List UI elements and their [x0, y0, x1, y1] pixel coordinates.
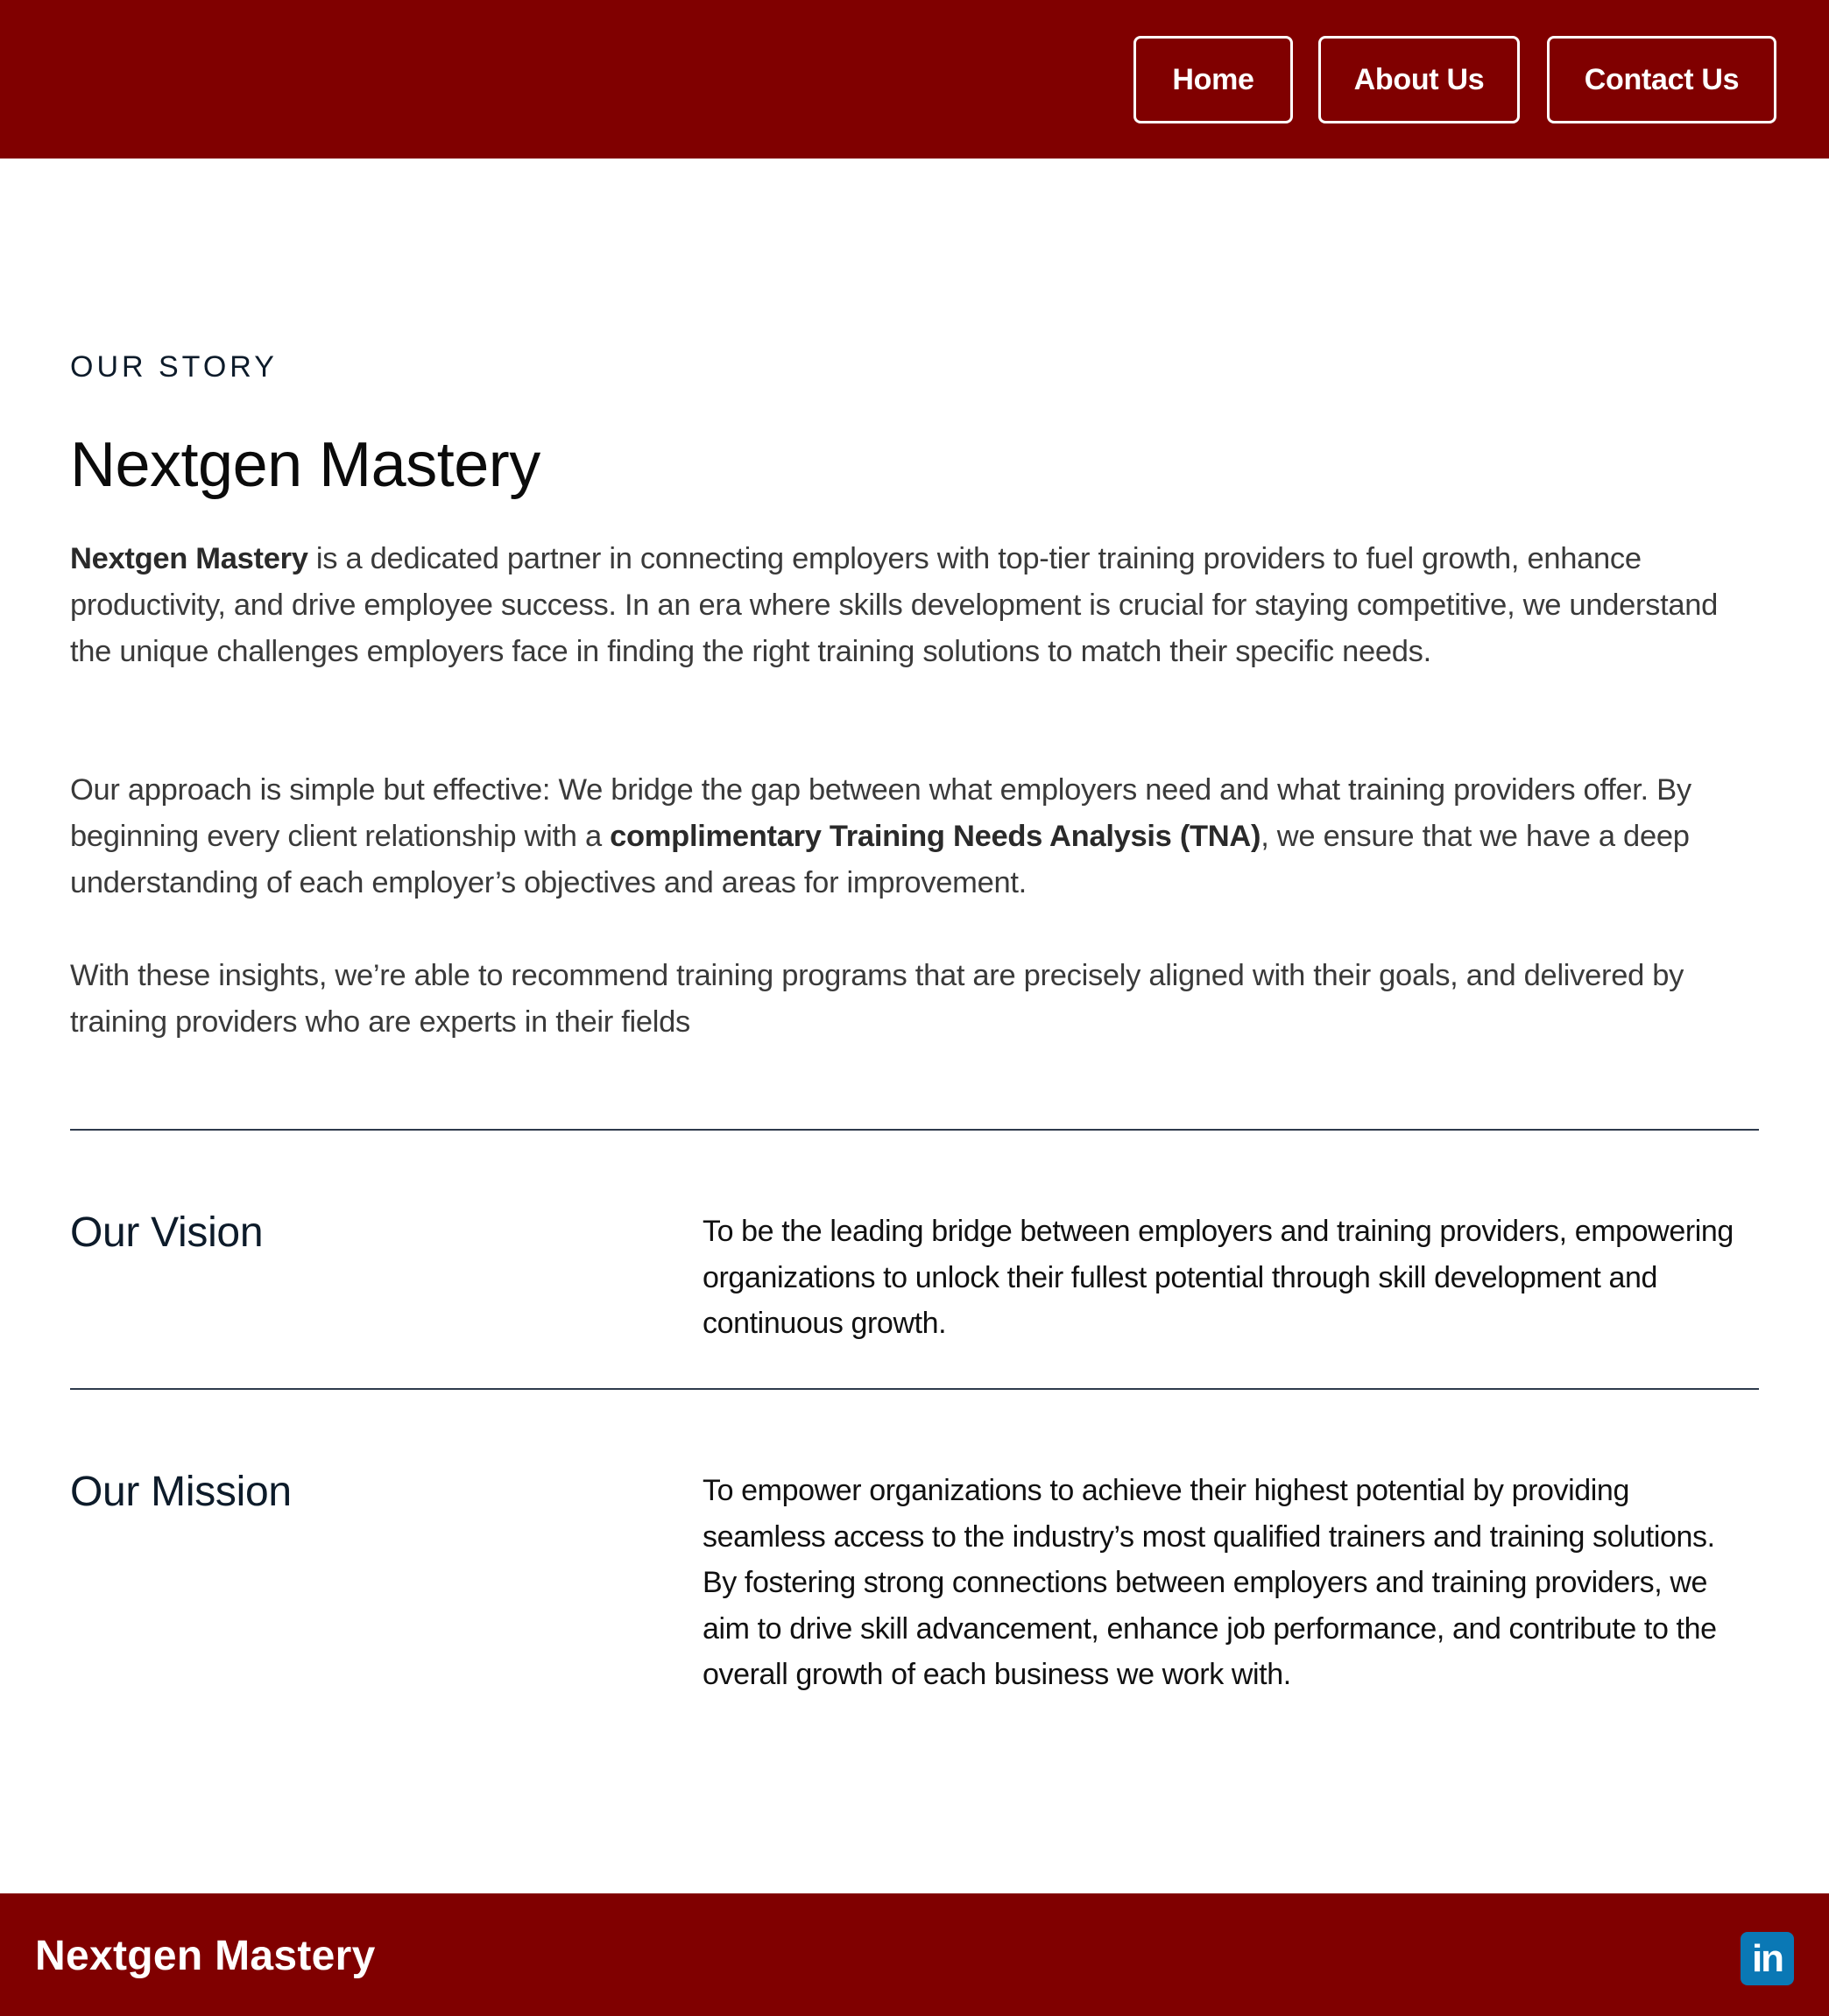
footer-brand: Nextgen Mastery [35, 1933, 376, 1979]
vision-text: To be the leading bridge between employers and training providers, empowering organizations to unlock their fullest potential through skill development and continuous growth. [703, 1215, 1734, 1340]
vision-title: Our Vision [70, 1209, 264, 1256]
mission-title: Our Mission [70, 1469, 292, 1515]
brand-name-bold: Nextgen Mastery [70, 542, 308, 575]
story-paragraph-2-end: , we ensure that we have a deep understanding of each employer’s objectives and areas for improvement. [70, 820, 1690, 899]
section-divider [70, 1388, 1759, 1390]
story-paragraph-3: With these insights, we’re able to recommend training programs that are precisely aligned with their goals, and delivered by training providers who are experts in their fields [70, 959, 1684, 1039]
nav-about-button[interactable]: About Us [1318, 36, 1520, 123]
story-paragraph-2-start: Our approach is simple but effective: We bridge the gap between what employers need and what training providers offer. By beginning every client relationship with a [70, 773, 1691, 853]
story-paragraph-2 [70, 767, 1761, 906]
page-title: Nextgen Mastery [70, 430, 540, 500]
section-divider [70, 1129, 1759, 1131]
site-footer [0, 1893, 1829, 2016]
mission-text: To empower organizations to achieve their highest potential by providing seamless access to the industry’s most qualified trainers and training solutions. By fostering strong connections between employers and training providers, we aim to drive skill advancement, enhance job performance, and contribute to the overall growth of each business we work with. [703, 1474, 1717, 1691]
tna-bold-text: complimentary Training Needs Analysis (TNA) [610, 820, 1261, 853]
linkedin-icon[interactable]: in [1741, 1932, 1794, 1985]
story-paragraph-1 [70, 536, 1761, 675]
nav-contact-button[interactable]: Contact Us [1547, 36, 1776, 123]
site-header [0, 0, 1829, 159]
section-eyebrow: OUR STORY [70, 350, 278, 384]
story-paragraph-1-text: is a dedicated partner in connecting employers with top-tier training providers to fuel growth, enhance productivity, and drive employee success. In an era where skills development is crucial for staying competitive, we understand the unique challenges employers face in finding the right training solutions to match their specific needs. [70, 542, 1719, 668]
nav-home-button[interactable]: Home [1133, 36, 1293, 123]
